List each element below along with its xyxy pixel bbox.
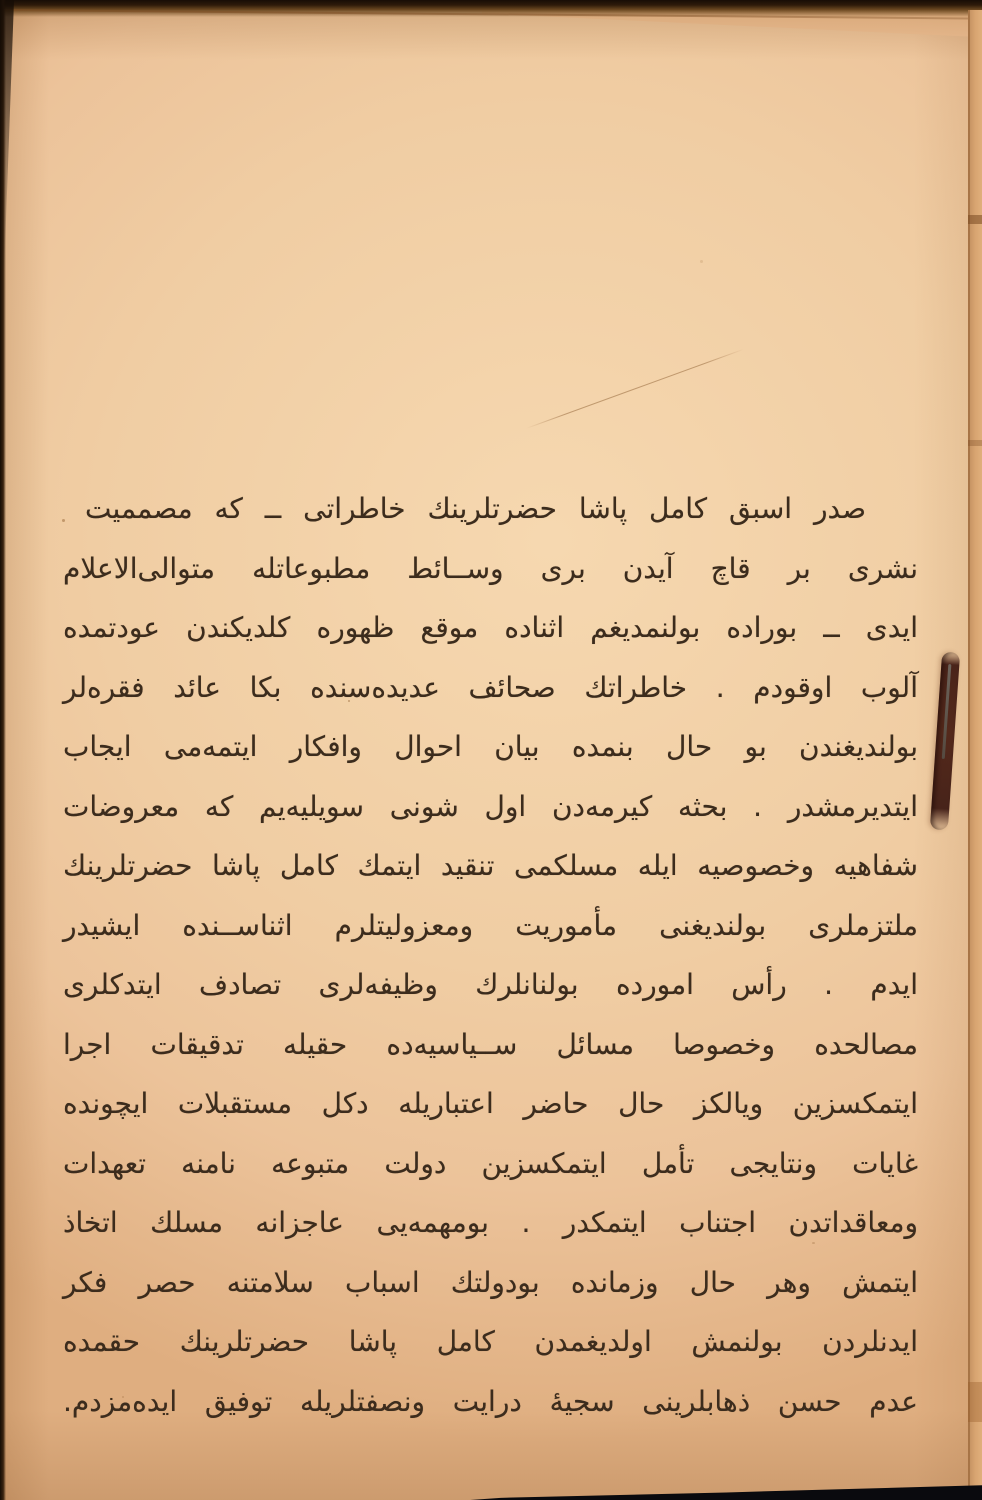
text-line: ايدم . رأس اموردە بولنانلرك وظيفه‌لرى تصادف ايتدكلرى — [63, 968, 918, 1001]
text-line: ايتديرمشدر . بحثه كيرمه‌دن اول شونى سويليه‌يم كه معروضات — [63, 789, 918, 823]
page-text — [63, 479, 918, 1431]
edge-notch — [968, 1382, 982, 1422]
edge-notch — [968, 440, 982, 446]
text-line: بولنديغندن بو حال بنمده بيان احوال وافكار ايتمه‌مى ايجاب — [63, 730, 918, 763]
text-line: ايدى ــ بوراده بولنمديغم اثناده موقع ظهوره كلديكندن عودتمده — [63, 611, 918, 644]
text-line: ملتزملرى بولنديغنى مأموريت ومعزوليتلرم اثناســنده ايشيدر — [63, 908, 918, 942]
foxing-speck — [700, 260, 703, 263]
text-line: ايدنلردن بولنمش اولديغمدن كامل پاشا حضرتلرينك حقمده — [63, 1325, 918, 1358]
edge-notch — [968, 215, 982, 224]
page-edge-strip — [968, 10, 982, 1492]
stitch-thread — [942, 664, 952, 759]
text-line: مصالحده وخصوصا مسائل ســياسيه‌ده حقيله تدقيقات اجرا — [63, 1027, 918, 1061]
text-line: صدر اسبق كامل پاشا حضرتلرينك خاطراتى ــ كه مصمميت — [85, 492, 866, 525]
text-line: ومعاقداتدن اجتناب ايتمكدر . بومهمه‌يى عاجزانه مسلك اتخاذ — [63, 1206, 918, 1239]
text-line: آلوب اوقودم . خاطراتك صحائف عديده‌سنده بكا عائد فقره‌لر — [63, 670, 918, 704]
text-line: عدم حسن ذهابلرينى سجيهٔ درايت ونصفتلريله توفيق ايده‌مزدم. — [63, 1384, 918, 1418]
text-line: نشرى بر قاچ آيدن برى وســائط مطبوعاتله متوالى‌الاعلام — [63, 551, 918, 585]
crease-mark — [526, 349, 744, 429]
text-line: غايات ونتايجى تأمل ايتمكسزين دولت متبوعه نامنه تعهدات — [63, 1146, 918, 1180]
text-line: شفاهيه وخصوصيه ايله مسلكمى تنقيد ايتمك كامل پاشا حضرتلرينك — [63, 849, 918, 882]
text-line: ايتمكسزين ويالكز حال حاضر اعتباريله دكل مستقبلات ايچونده — [63, 1087, 918, 1120]
text-line: ايتمش وهر حال وزمانده بودولتك اسباب سلامتنه حصر فكر — [63, 1265, 918, 1299]
